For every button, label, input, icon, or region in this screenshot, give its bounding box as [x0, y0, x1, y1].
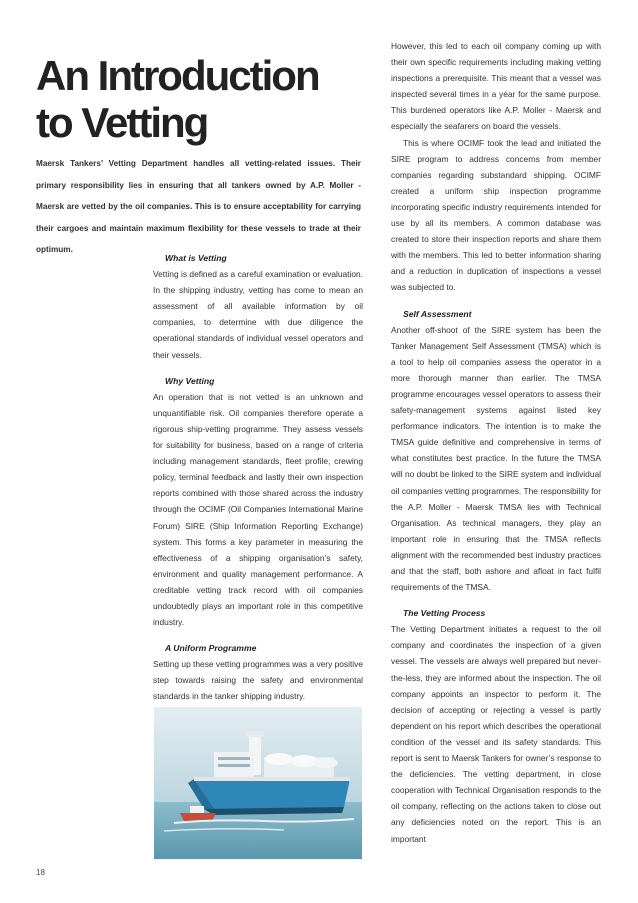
- body-self-assessment: Another off-shoot of the SIRE system has been the Tanker Management Self Assessment (TMSA) which is a tool to help oil companies assess the operator in a more thorough manner than earlier. The TMSA programme encourages vessel operators to assess their safety-management systems against listed key performance indicators. The intention is to make the TMSA guide definitive and comprehensive in terms of what constitutes best practice. In the future the TMSA will no doubt be linked to the SIRE system and individual oil companies vetting programmes. The responsibility for the A.P. Moller - Maersk TMSA lies with Technical Organisation. As technical managers, they play an important role in ensuring that the TMSA reflects alignment with the recommended best industry practices and that the staff, both ashore and afloat in fact fulfil requirements of the TMSA.: [391, 324, 601, 593]
- heading-vetting-process: The Vetting Process: [403, 608, 486, 619]
- middle-column: [153, 250, 363, 705]
- page-number: 18: [36, 868, 45, 877]
- body-what-is-vetting: Vetting is defined as a careful examination or evaluation. In the shipping industry, vetting has come to mean an assessment of all available information by oil companies, to determine with due diligence the operational standards of individual vessel operators and their vessels.: [153, 269, 363, 360]
- heading-what-is-vetting: What is Vetting: [165, 253, 227, 263]
- page-title-line-1: An Introduction: [36, 52, 319, 99]
- heading-self-assessment: Self Assessment: [403, 308, 472, 319]
- body-right-para-1: However, this led to each oil company coming up with their own specific requirements including making vetting inspections a prerequisite. This meant that a vessel was inspected several times in a year for the same purpose. This burdened operators like A.P. Moller - Maersk and especially the seafarers on board the vessels.: [391, 41, 601, 132]
- body-why-vetting: An operation that is not vetted is an unknown and unquantifiable risk. Oil companies therefore operate a rigorous ship-vetting programme. They assess vessels for suitability for business, based on a range of criteria including management standards, fleet profile, crewing policy, terminal feedback and lastly their own inspection reports combined with those shared across the industry through the OCIMF (Oil Companies International Marine Forum) SIRE (Ship Information Reporting Exchange) system. This forms a key parameter in measuring the effectiveness of a shipping organisation’s safety, environment and quality management performance. A creditable vetting track record with oil companies undoubtedly plays an important role in this competitive industry.: [153, 391, 363, 628]
- intro-paragraph: Maersk Tankers’ Vetting Department handles all vetting-related issues. Their primary responsibility lies in ensuring that all tankers owned by A.P. Moller - Maersk are vetted by the oil companies. This is to ensure acceptability for carrying their cargoes and maintain maximum flexibility for these vessels to trade at their optimum.: [36, 159, 361, 254]
- heading-uniform-programme: A Uniform Programme: [165, 643, 257, 654]
- page-title-line-2: to Vetting: [36, 99, 208, 146]
- right-column: [391, 38, 601, 847]
- body-uniform-programme: Setting up these vetting programmes was a very positive step towards raising the safety and environmental standards in the tanker shipping industry.: [153, 659, 363, 702]
- body-right-para-2: This is where OCIMF took the lead and initiated the SIRE program to address concerns from member companies regarding substandard shipping. OCIMF created a uniform ship inspection programme incorporating specific industry requirements intended for use by all its members. A common database was created to store their inspection reports and share them with the members. This led to better information sharing and a reduction in duplication of inspections a vessel was subjected to.: [391, 137, 601, 293]
- heading-why-vetting: Why Vetting: [165, 375, 215, 386]
- body-vetting-process: The Vetting Department initiates a request to the oil company and coordinates the inspection of a given vessel. The vessels are always well prepared but never-the-less, they are informed about the inspection. The oil company appoints an inspector to perform it. The decision of accepting or rejecting a vessel is partly dependent on his report which describes the operational condition of the vessel and its safety standards. This report is sent to Maersk Tankers for owner’s response to the deficiencies. The vetting department, in close cooperation with Technical Organisation responds to the oil company, reflecting on the actions taken to close out any deficiencies noted on the report. This is an important: [391, 624, 601, 844]
- tanker-photo: [154, 707, 362, 859]
- tanker-ship-image: [154, 707, 362, 859]
- page-title: [36, 52, 356, 146]
